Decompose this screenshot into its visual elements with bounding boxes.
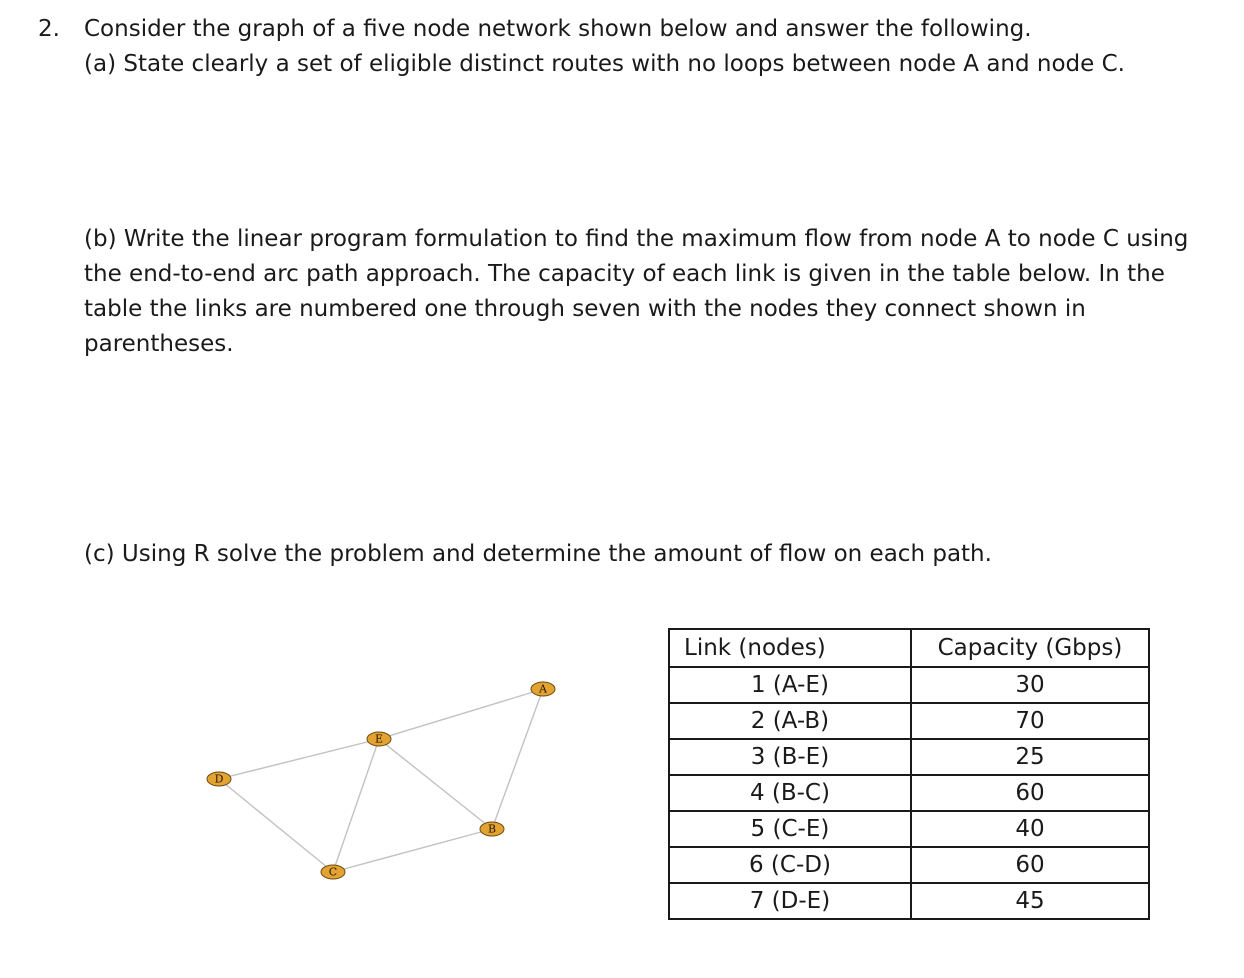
node-b [480,822,504,836]
link-cell: 3 (B-E) [669,739,911,775]
question-number: 2. [38,16,60,42]
node-e [367,732,391,746]
capacity-cell: 70 [911,703,1149,739]
link-cell: 4 (B-C) [669,775,911,811]
node-a [531,682,555,696]
link-cell: 5 (C-E) [669,811,911,847]
capacity-cell: 30 [911,667,1149,703]
edge-c-e [333,739,379,872]
link-cell: 6 (C-D) [669,847,911,883]
table-row [669,847,1149,883]
table-header-row [669,629,1149,667]
node-c-label: C [328,865,338,879]
question-title: Consider the graph of a five node network shown below and answer the following. [84,16,1032,42]
node-b-label: B [487,822,497,836]
header-link-nodes: Link (nodes) [669,629,911,667]
table-row [669,739,1149,775]
part-a-text: (a) State clearly a set of eligible distinct routes with no loops between node A and node C. [84,51,1125,77]
edge-a-b [492,689,543,829]
edge-c-d [219,779,333,872]
node-d-label: D [214,772,224,786]
capacity-cell: 25 [911,739,1149,775]
table-row [669,811,1149,847]
edge-b-e [379,739,492,829]
capacity-cell: 40 [911,811,1149,847]
part-c-text: (c) Using R solve the problem and determine the amount of flow on each path. [84,541,992,567]
capacity-cell: 60 [911,847,1149,883]
part-b-text: (b) Write the linear program formulation to find the maximum flow from node A to node C using the end-to-end arc path approach. The capacity of each link is given in the table below. In the table the links are numbered one through seven with the nodes they connect shown in parentheses. [84,226,1189,357]
link-cell: 2 (A-B) [669,703,911,739]
capacity-table [668,628,1150,920]
table-row [669,883,1149,919]
link-cell: 1 (A-E) [669,667,911,703]
node-d [207,772,231,786]
edge-b-c [333,829,492,872]
capacity-cell: 60 [911,775,1149,811]
node-c [321,865,345,879]
edge-d-e [219,739,379,779]
node-a-label: A [539,682,547,696]
edge-a-e [379,689,543,739]
table-row [669,775,1149,811]
network-graph [195,675,565,890]
node-e-label: E [374,732,384,746]
link-cell: 7 (D-E) [669,883,911,919]
header-capacity: Capacity (Gbps) [911,629,1149,667]
table-row [669,667,1149,703]
capacity-cell: 45 [911,883,1149,919]
table-row [669,703,1149,739]
